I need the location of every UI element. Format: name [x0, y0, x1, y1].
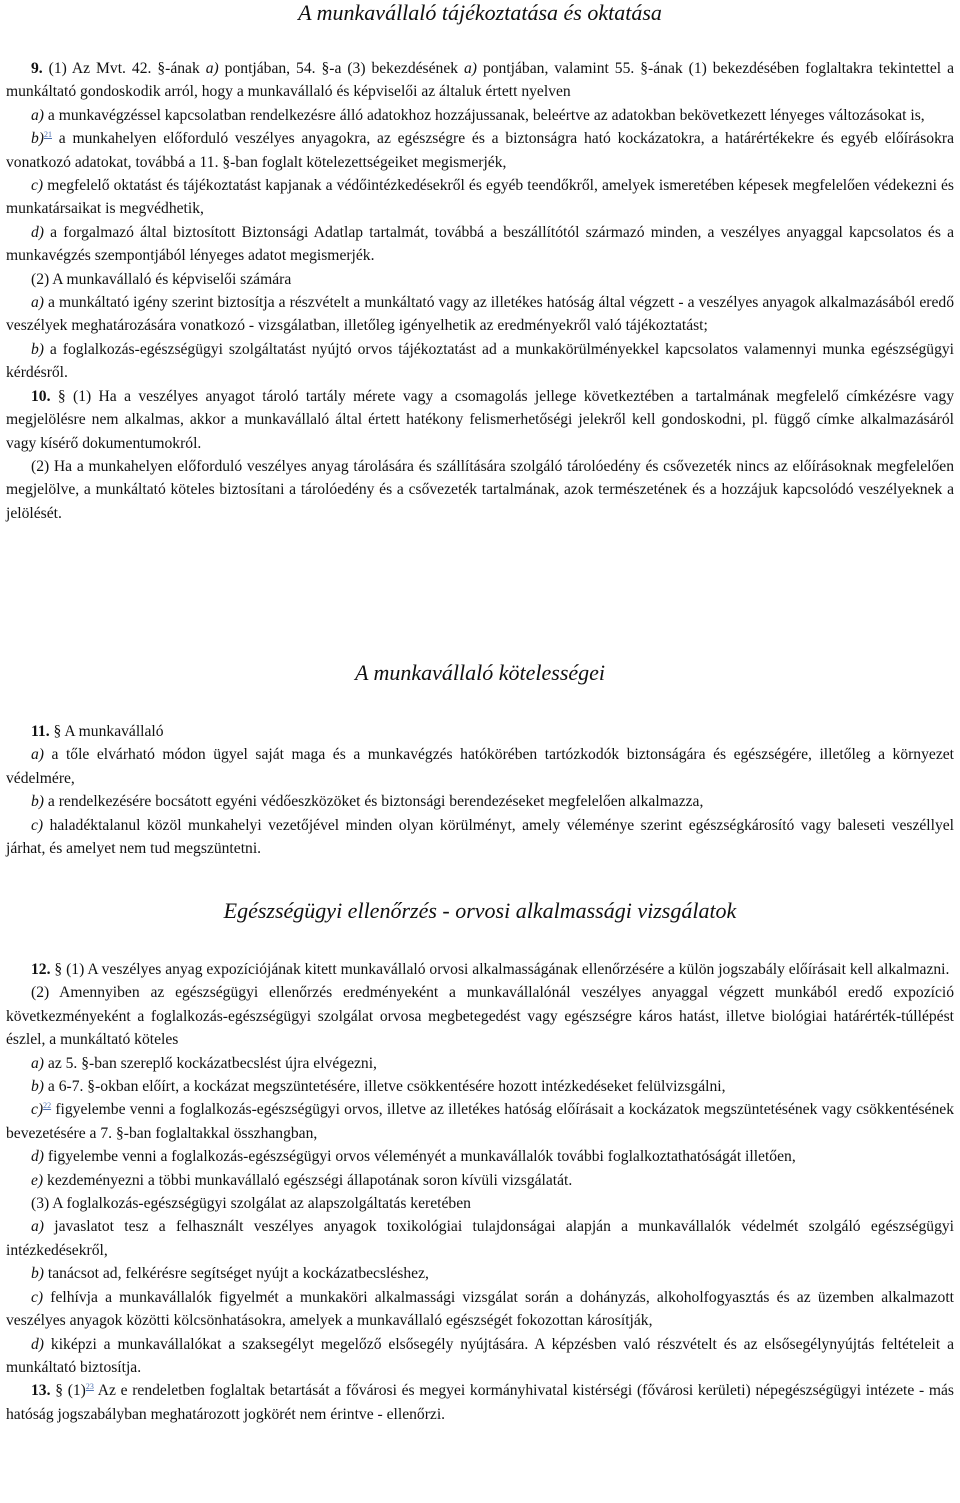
section-12	[6, 958, 954, 1426]
s9-item-c: c) megfelelő oktatást és tájékoztatást kapjanak a védőintézkedésekről és egyéb teendőkről, amelyek ismeretében képesek megfelelően védekezni és munkatársaikat is megvédhetik,	[6, 177, 954, 218]
s10-p2: (2) Ha a munkahelyen előforduló veszélyes anyag tárolására és szállítására szolgáló tárolóedény és csővezeték nincs az előírásoknak megfelelően megjelölve, a munkáltató köteles biztosítani a tárolóedény és a csővezeték tartalmának, azok természetének és a hozzájuk kapcsolódó veszélyeknek a jelölését.	[6, 457, 954, 522]
s11-item-c: c) haladéktalanul közöl munkahelyi vezetőjével minden olyan körülményt, amely véleménye szerint egészségkárosító vagy baleseti veszéllyel járhat, és amelyet nem tud megszüntetni.	[6, 816, 954, 858]
s9-p2-item-b: b) a foglalkozás-egészségügyi szolgáltatást nyújtó orvos tájékoztatást ad a munkakörülményekkel kapcsolatos valamennyi munka egészségügyi kérdésről.	[6, 340, 954, 382]
section-number: 13.	[31, 1382, 51, 1400]
s12-p3-item-d: d) kiképzi a munkavállalókat a szaksegélyt megelőző elsősegély nyújtására. A képzésben való részvételt és az elsősegélynyújtás feltételeit a munkáltató biztosítja.	[6, 1335, 954, 1376]
section-heading-3: Egészségügyi ellenőrzés - orvosi alkalmassági vizsgálatok	[223, 898, 737, 923]
s10-p1: 10. § (1) Ha a veszélyes anyagot tároló tartály mérete vagy a csomagolás jellege következtében a tartalmának megfelelő címkézésre vagy megjelölésre nem alkalmas, akkor a munkavállaló által értett hatékony felismerhetőségi jelekről kell gondoskodni, pl. függő címke alkalmazásáról vagy kísérő dokumentumokról.	[6, 387, 954, 452]
s12-p3: (3) A foglalkozás-egészségügyi szolgálat az alapszolgáltatás keretében	[31, 1195, 471, 1213]
s12-p3-item-c: c) felhívja a munkavállalók figyelmét a munkaköri alkalmassági vizsgálat során a dohányzás, alkoholfogyasztás és az üzemben alkalmazott veszélyes anyagok közötti kölcsönhatásokra, amelyek a munkavállaló egészségét fokozottan károsítják,	[6, 1288, 954, 1330]
section-number: 11.	[31, 723, 50, 740]
s9-p2: (2) A munkavállaló és képviselői számára	[31, 270, 292, 288]
section-heading-2: A munkavállaló kötelességei	[354, 660, 606, 685]
s12-p1: 12. § (1) A veszélyes anyag expozíciójának kitett munkavállaló orvosi alkalmasságának ellenőrzésére a külön jogszabály előírásait kell alkalmazni.	[31, 961, 950, 978]
s12-p3-item-b: b) tanácsot ad, felkérésre segítséget nyújt a kockázatbecsléshez,	[31, 1265, 429, 1283]
s9-item-b: b)$^{21}$ a munkahelyen előforduló veszélyes anyagokra, az egészségre és a biztonságra ható kockázatokra, a határértékekre és egyéb előírásokra vonatkozó adatokat, továbbá a 11. §-ban foglalt kötelezettségeiket megismerjék,	[6, 130, 954, 171]
s11-p1: 11. § A munkavállaló	[31, 723, 164, 740]
s12-item-d: d) figyelembe venni a foglalkozás-egészségügyi orvos véleményét a munkavállalók további foglalkoztathatóságát illetően,	[31, 1148, 796, 1166]
s12-item-c: c)$^{22}$ figyelembe venni a foglalkozás-egészségügyi orvos, illetve az illetékes hatóság előírásait a kockázatok megszüntetésének vagy csökkentésének bevezetésére a 7. §-ban foglaltakkal összhangban,	[6, 1101, 954, 1142]
section-11	[6, 720, 954, 860]
section-heading-1: A munkavállaló tájékoztatása és oktatása	[298, 0, 662, 25]
s11-item-b: b) a rendelkezésére bocsátott egyéni védőeszközöket és biztonsági berendezéseket megfelelően alkalmazza,	[31, 793, 704, 811]
s12-item-e: e) kezdeményezni a többi munkavállaló egészségi állapotának soron kívüli vizsgálatát.	[31, 1171, 573, 1189]
s12-item-b: b) a 6-7. §-okban előírt, a kockázat megszüntetésére, illetve csökkentésére hozott intézkedéseket felülvizsgálni,	[31, 1078, 726, 1096]
s11-item-a: a) a tőle elvárható módon ügyel saját maga és a munkavégzés hatókörében tartózkodók biztonságára és egészségére, illetőleg a környezet védelmére,	[6, 746, 954, 787]
footnote-link[interactable]: 23	[85, 1382, 94, 1392]
s9-item-d: d) a forgalmazó által biztosított Biztonsági Adatlap tartalmát, továbbá a beszállítótól származó minden, a veszélyes anyaggal kapcsolatos és a munkavégzés szempontjából lényeges adatot megismerjék.	[6, 223, 954, 265]
s12-p2: (2) Amennyiben az egészségügyi ellenőrzés eredményeként a munkavállalónál veszélyes anyaggal végzett munkából eredő expozíció következményeként a foglalkozás-egészségügyi szolgálat orvosa megbetegedést vagy egészségre káros hatást, illetve biológiai határérték-túllépést észlel, a munkáltató köteles	[6, 984, 954, 1049]
footnote-link[interactable]: 21	[44, 130, 52, 140]
s9-item-a: a) a munkavégzéssel kapcsolatban rendelkezésre álló adatokhoz hozzájussanak, beleértve az adatokban bekövetkezett lényeges változásokat is,	[31, 106, 925, 124]
section-number: 9.	[31, 60, 43, 77]
s12-item-a: a) az 5. §-ban szereplő kockázatbecslést újra elvégezni,	[31, 1054, 377, 1072]
s9-p2-item-a: a) a munkáltató igény szerint biztosítja a részvételt a munkáltató vagy az illetékes hatóság által végzett - a veszélyes anyagok alkalmazásából eredő veszélyek meghatározására vonatkozó - vizsgálatban, illetőleg igényelhetik az eredményekről való tájékoztatást;	[6, 294, 954, 335]
footnote-link[interactable]: 22	[43, 1101, 52, 1111]
s12-p3-item-a: a) javaslatot tesz a felhasznált veszélyes anyagok toxikológiai tulajdonságai alapján a munkavállalók védelmét szolgáló egészségügyi intézkedésekről,	[6, 1218, 954, 1259]
section-number: 10.	[31, 387, 51, 405]
s13-p1: 13. § (1)$^{23}$ Az e rendeletben foglaltak betartását a fővárosi és megyei kormányhivatal kistérségi (fővárosi kerületi) népegészségügyi intézete - más hatóság jogszabályban meghatározott jogkörét nem érintve - ellenőrzi.	[6, 1382, 954, 1423]
s9-p1: 9. (1) Az Mvt. 42. §-ának a) pontjában, 54. §-a (3) bekezdésének a) pontjában, valamint 55. §-ának (1) bekezdésében foglaltakra tekintettel a munkáltató gondoskodik arról, hogy a munkavállaló és képviselői az általuk értett nyelven	[6, 60, 954, 101]
section-9	[6, 57, 954, 525]
section-number: 12.	[31, 961, 51, 978]
